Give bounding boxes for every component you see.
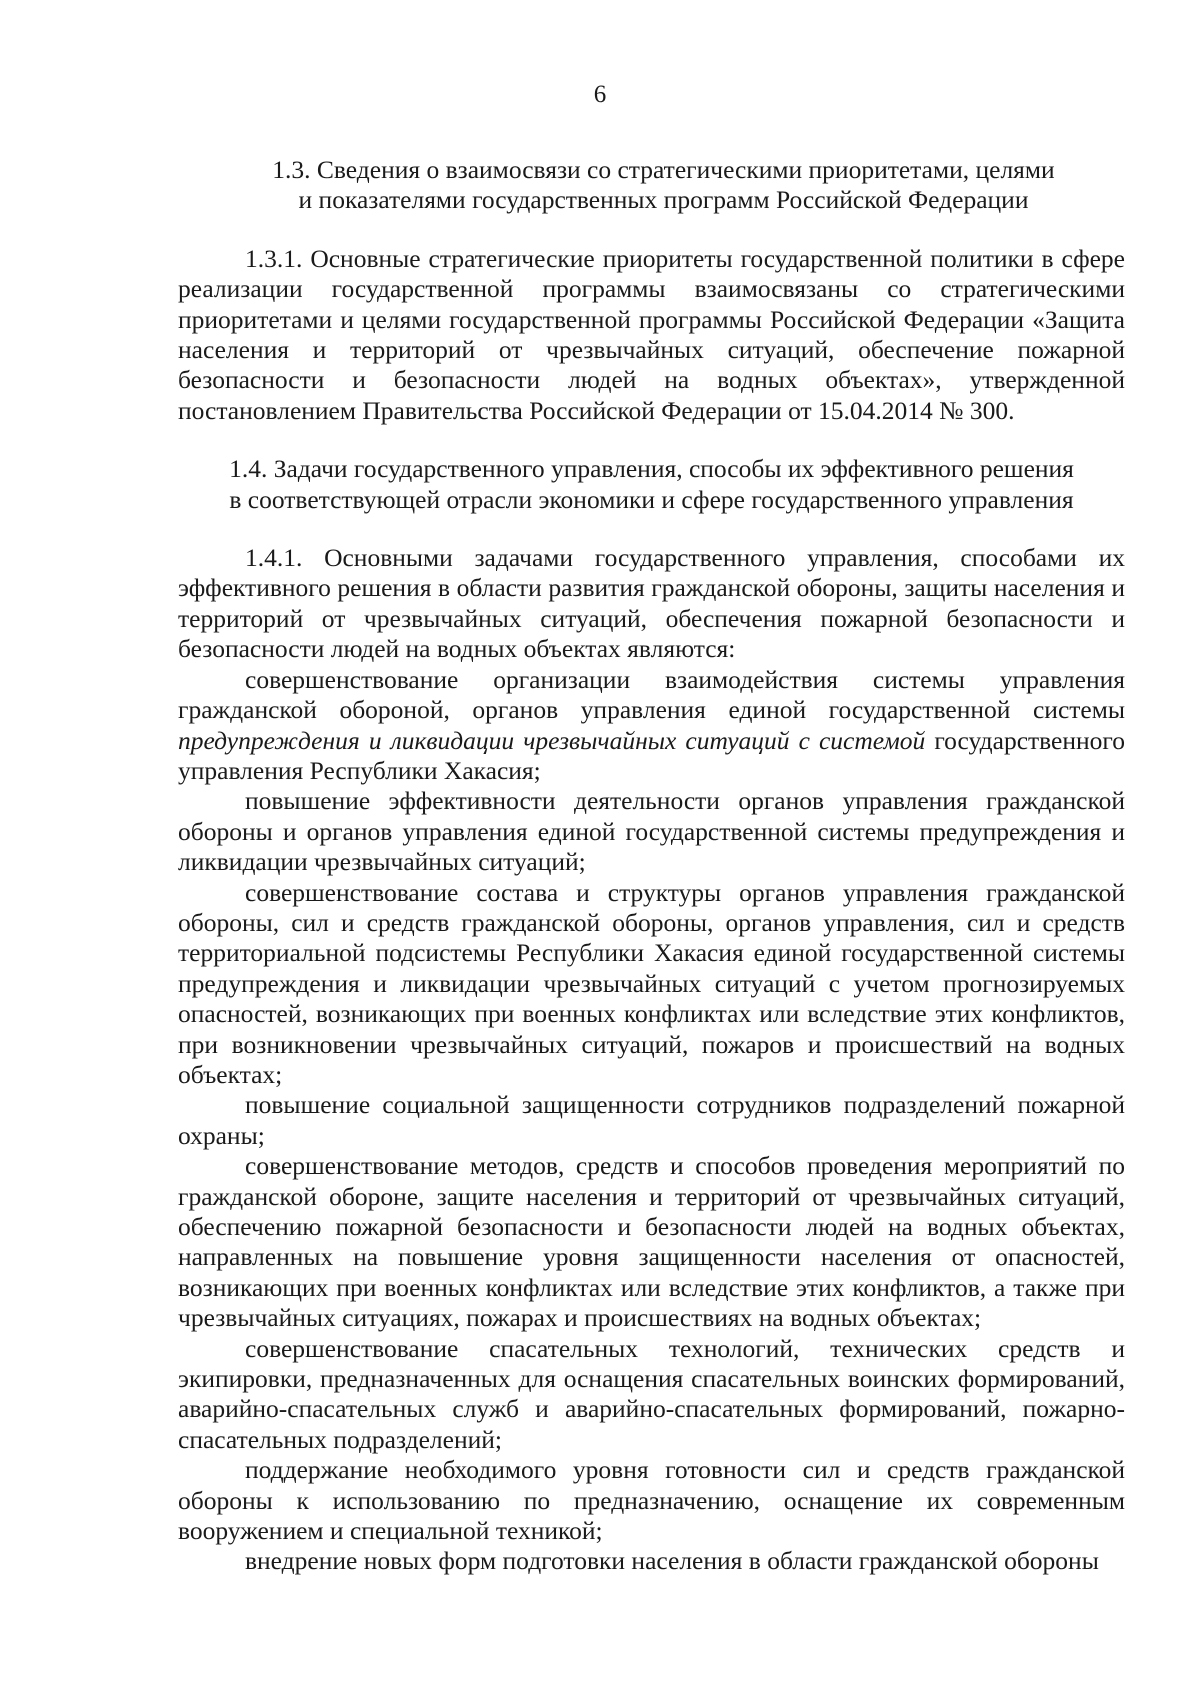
task-item-6: совершенствование спасательных технологий, технических средств и экипировки, предназначенных для оснащения спасательных воинских формирований, аварийно-спасательных служб и аварийно-спасательных формирований, пожарно-спасательных подразделений; bbox=[178, 1333, 1125, 1454]
task-item-8: внедрение новых форм подготовки населения в области гражданской обороны bbox=[245, 1546, 1099, 1576]
document-body bbox=[178, 155, 1125, 1577]
task-item-4: повышение социальной защищенности сотрудников подразделений пожарной охраны; bbox=[178, 1090, 1125, 1150]
section-1-4-heading bbox=[178, 454, 1125, 515]
section-1-3-heading-line2: и показателями государственных программ Российской Федерации bbox=[298, 185, 1029, 215]
task-item-2: повышение эффективности деятельности органов управления гражданской обороны и органов управления единой государственной системы предупреждения и ликвидации чрезвычайных ситуаций; bbox=[178, 786, 1125, 877]
task-item-1 bbox=[178, 665, 1125, 787]
task-item-5: совершенствование методов, средств и способов проведения мероприятий по гражданской обороне, защите населения и территорий от чрезвычайных ситуаций, обеспечению пожарной безопасности и безопасности людей на водных объектах, направленных на повышение уровня защищенности населения от опасностей, возникающих при военных конфликтах или вследствие этих конфликтов, а также при чрезвычайных ситуациях, пожарах и происшествиях на водных объектах; bbox=[178, 1151, 1125, 1333]
task-item-7: поддержание необходимого уровня готовности сил и средств гражданской обороны к использованию по предназначению, оснащение их современным вооружением и специальной техникой; bbox=[178, 1455, 1125, 1546]
paragraph-1-3-1: 1.3.1. Основные стратегические приоритеты государственной политики в сфере реализации государственной программы взаимосвязаны со стратегическими приоритетами и целями государственной программы Российской Федерации «Защита населения и территорий от чрезвычайных ситуаций, обеспечение пожарной безопасности и безопасности людей на водных объектах», утвержденной постановлением Правительства Российской Федерации от 15.04.2014 № 300. bbox=[178, 243, 1125, 425]
section-1-4-heading-line1: 1.4. Задачи государственного управления, способы их эффективного решения bbox=[229, 454, 1074, 484]
section-1-3-heading-line1: 1.3. Сведения о взаимосвязи со стратегическими приоритетами, целями bbox=[272, 155, 1055, 184]
section-1-3-heading bbox=[178, 155, 1125, 216]
page-number: 6 bbox=[593, 81, 607, 108]
task-item-1-text-a: совершенствование организации взаимодействия системы управления гражданской обороной, органов управления единой государственной системы bbox=[178, 664, 1125, 725]
paragraph-1-4-1: 1.4.1. Основными задачами государственного управления, способами их эффективного решения в области развития гражданской обороны, защиты населения и территорий от чрезвычайных ситуаций, обеспечения пожарной безопасности и безопасности людей на водных объектах являются: bbox=[178, 543, 1125, 664]
section-1-4-heading-line2: в соответствующей отрасли экономики и сфере государственного управления bbox=[229, 484, 1074, 514]
task-item-1-text-b: государственного управления Республики Хакасия; bbox=[178, 725, 1125, 785]
task-item-3: совершенствование состава и структуры органов управления гражданской обороны, сил и средств гражданской обороны, органов управления, сил и средств территориальной подсистемы Республики Хакасия единой государственной системы предупреждения и ликвидации чрезвычайных ситуаций с учетом прогнозируемых опасностей, возникающих при военных конфликтах или вследствие этих конфликтов, при возникновении чрезвычайных ситуаций, пожаров и происшествий на водных объектах; bbox=[178, 877, 1125, 1089]
task-item-1-italic: предупреждения и ликвидации чрезвычайных ситуаций с системой bbox=[178, 725, 926, 755]
